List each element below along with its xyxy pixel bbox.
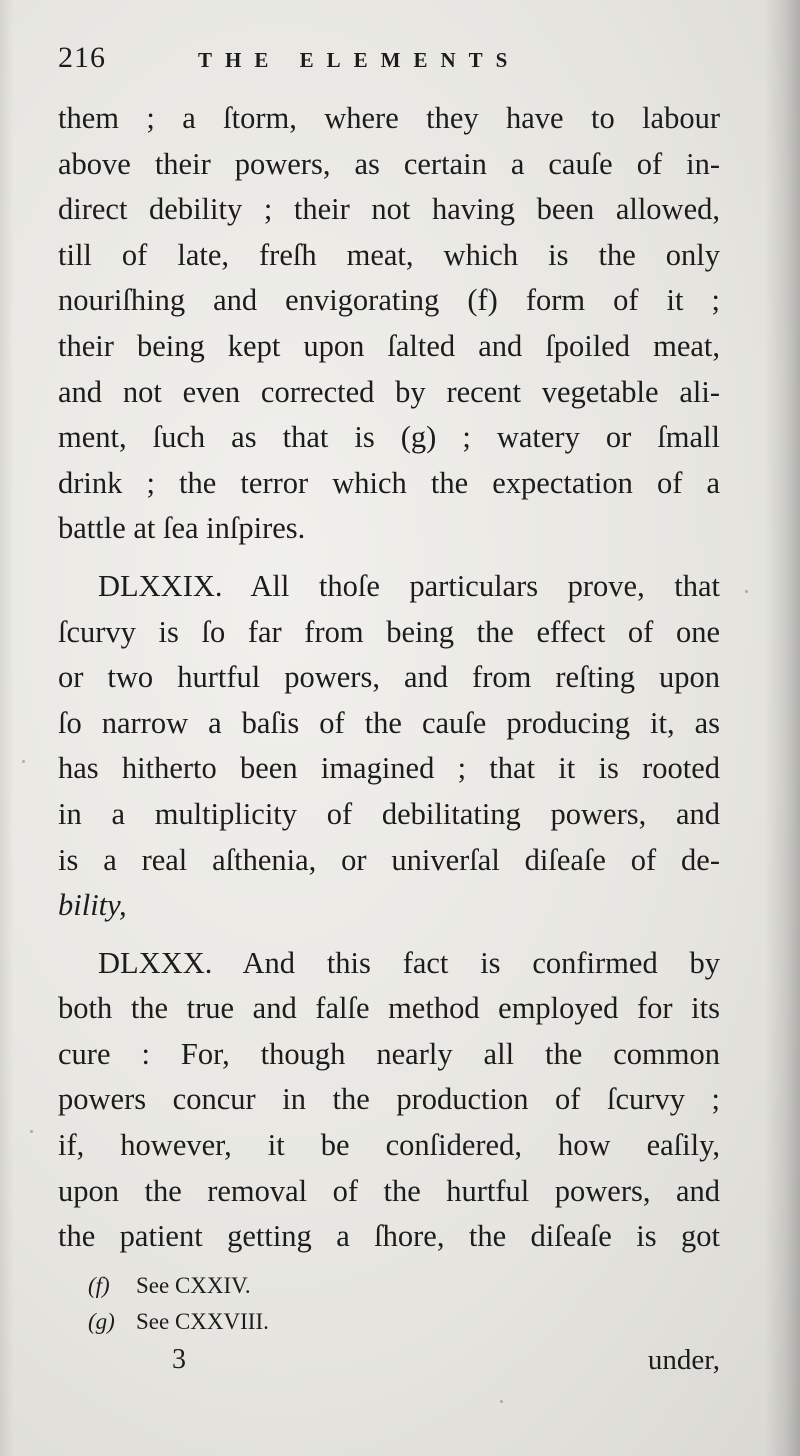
text-line: is a real aſthenia, or univerſal diſeaſe of de- [58,842,720,877]
text-line: battle at ſea inſpires. [58,511,306,546]
text-line: if, however, it be conſidered, how eaſily, [58,1128,720,1163]
paragraph-gap [58,552,720,564]
text-line: their being kept upon ſalted and ſpoiled meat, [58,328,720,363]
text-line: has hitherto been imagined ; that it is rooted [58,751,720,786]
text-line: bility, [58,888,127,923]
page-edge-shadow [0,0,14,1456]
text-line: direct debility ; their not having been allowed, [58,192,720,227]
text-line: ſo narrow a baſis of the cauſe producing it, as [58,705,720,740]
text-line: both the true and falſe method employed for its [58,991,720,1026]
gutter-shadow [764,0,800,1456]
text-line: powers concur in the production of ſcurvy ; [58,1082,720,1117]
text-line: above their powers, as certain a cauſe of in- [58,146,720,181]
footnotes [88,1268,488,1340]
page-header [58,40,578,80]
text-line: the patient getting a ſhore, the diſeaſe is got [58,1219,720,1254]
signature-mark: 3 [172,1344,186,1375]
paragraph-gap [58,929,720,941]
text-line: them ; a ſtorm, where they have to labour [58,101,720,135]
text-line: or two hurtful powers, and from reſting upon [58,660,720,695]
text-line: DLXXIX. All thoſe particulars prove, that [98,568,720,603]
footnote [88,1268,488,1304]
paper-speck [745,590,748,593]
footnote-text: See CXXVIII. [136,1309,269,1334]
text-line: cure : For, though nearly all the common [58,1036,720,1071]
page-number: 216 [58,41,106,74]
text-line: till of late, freſh meat, which is the only [58,237,720,272]
catchword: under, [647,1344,720,1376]
body-text [58,96,720,1260]
text-line: ſcurvy is ſo far from being the effect of one [58,614,720,649]
text-line: DLXXX. And this fact is confirmed by [98,945,720,980]
text-line: nouriſhing and envigorating (f) form of it ; [58,283,720,318]
footnote-mark: (g) [88,1309,115,1334]
footnote [88,1304,488,1340]
text-line: in a multiplicity of debilitating powers, and [58,796,720,831]
text-line: upon the removal of the hurtful powers, and [58,1173,720,1208]
paper-speck [22,760,25,763]
paper-speck [500,1400,503,1403]
footnote-mark: (f) [88,1273,110,1298]
text-line: drink ; the terror which the expectation of a [58,465,720,500]
footnote-text: See CXXIV. [136,1273,251,1298]
running-head: THE ELEMENTS [198,48,521,72]
paper-speck [30,1130,33,1133]
text-line: ment, ſuch as that is (g) ; watery or ſmall [58,420,720,455]
text-line: and not even corrected by recent vegetable ali- [58,374,720,409]
